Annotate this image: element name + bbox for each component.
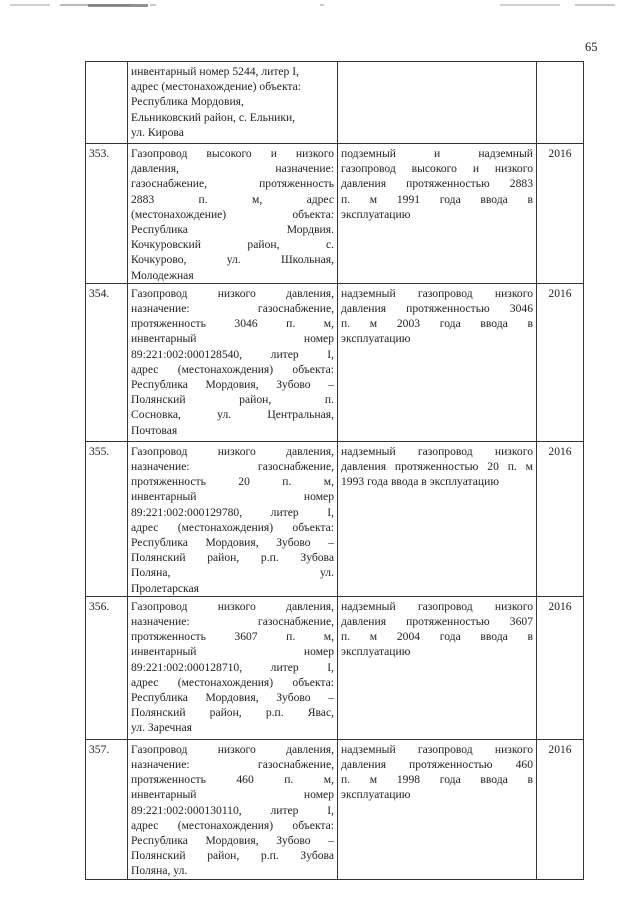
characteristics-line: эксплуатацию xyxy=(341,332,411,346)
description-line: Кочкуровский район, с. xyxy=(131,238,334,252)
description-line: Пролетарская xyxy=(131,581,199,595)
description-line: Молодежная xyxy=(131,268,194,282)
description-line: Сосновка, ул. Центральная, xyxy=(131,408,334,422)
description-line: Газопровод низкого давления, xyxy=(131,444,334,458)
year-cell xyxy=(537,144,584,284)
row-number: 354. xyxy=(89,286,110,300)
description-line: инвентарный номер xyxy=(131,490,334,504)
row-number: 353. xyxy=(89,147,110,160)
characteristics-line: газопровод высокого и низкого xyxy=(341,162,533,176)
characteristics-line: подземный и надземный xyxy=(341,147,533,160)
description-line: Почтовая xyxy=(131,423,178,437)
object-characteristics-cell xyxy=(338,739,537,879)
page-number: 65 xyxy=(585,40,598,54)
row-number-cell xyxy=(86,596,128,739)
description-line: 89:221:002:000130110, литер I, xyxy=(131,803,334,817)
description-line: назначение: газоснабжение, xyxy=(131,302,334,316)
object-characteristics-cell xyxy=(338,283,537,441)
description-line: Полянский район, р.п. Зубова xyxy=(131,849,334,863)
description-line: Республика Мордвия. xyxy=(131,223,334,237)
characteristics-line: надземный газопровод низкого xyxy=(341,286,533,300)
year-value: 2016 xyxy=(548,444,572,458)
object-description-cell xyxy=(128,441,338,596)
year-cell xyxy=(537,596,584,739)
characteristics-line: давления протяженностью 2883 xyxy=(341,177,533,191)
description-line: давления, назначение: xyxy=(131,162,334,176)
description-line: ул. Заречная xyxy=(131,721,192,735)
object-characteristics-cell xyxy=(338,62,537,144)
year-value: 2016 xyxy=(548,599,572,613)
description-line: Газопровод низкого давления, xyxy=(131,742,334,756)
table-row xyxy=(86,441,584,596)
description-line: Республика Мордовия, Зубово – xyxy=(131,691,334,705)
object-characteristics-cell xyxy=(338,144,537,284)
description-line: Полянский район, р.п. Явас, xyxy=(131,706,334,720)
object-description-cell xyxy=(128,739,338,879)
description-line: Кочкурово, ул. Школьная, xyxy=(131,253,334,267)
description-line: газоснабжение, протяженность xyxy=(131,177,334,191)
description-line: инвентарный номер xyxy=(131,645,334,659)
characteristics-line: п. м 2004 года ввода в xyxy=(341,630,533,644)
description-line: протяженность 3046 п. м, xyxy=(131,317,334,331)
description-line: назначение: газоснабжение, xyxy=(131,615,334,629)
description-line: 89:221:002:000129780, литер I, xyxy=(131,505,334,519)
characteristics-line: п. м 2003 года ввода в xyxy=(341,317,533,331)
description-line: Поляна, ул. xyxy=(131,864,188,878)
row-number-cell xyxy=(86,62,128,144)
description-line: Республика Мордовия, Зубово – xyxy=(131,378,334,392)
description-line: Полянский район, р.п. Зубова xyxy=(131,551,334,565)
characteristics-line: эксплуатацию xyxy=(341,207,411,221)
description-line: 89:221:002:000128710, литер I, xyxy=(131,660,334,674)
characteristics-line: давления протяженностью 20 п. м xyxy=(341,460,533,474)
description-line: адрес (местонахождения) объекта: xyxy=(131,362,334,376)
row-number-cell xyxy=(86,144,128,284)
property-registry-table xyxy=(85,61,584,880)
description-line: 89:221:002:000128540, литер I, xyxy=(131,347,334,361)
description-line: Полянский район, п. xyxy=(131,393,334,407)
characteristics-line: 1993 года ввода в эксплуатацию xyxy=(341,475,499,489)
row-number-cell xyxy=(86,441,128,596)
row-number: 357. xyxy=(89,742,110,756)
description-line: назначение: газоснабжение, xyxy=(131,460,334,474)
description-line: Республика Мордовия, Зубово – xyxy=(131,834,334,848)
row-number: 355. xyxy=(89,444,110,458)
description-line: Поляна, ул. xyxy=(131,566,334,580)
table-row xyxy=(86,62,584,144)
description-line: протяженность 3607 п. м, xyxy=(131,630,334,644)
characteristics-line: п. м 1991 года ввода в xyxy=(341,192,533,206)
description-line: адрес (местонахождения) объекта: xyxy=(131,675,334,689)
description-line: инвентарный номер xyxy=(131,332,334,346)
object-description-cell xyxy=(128,596,338,739)
description-line: протяженность 20 п. м, xyxy=(131,475,334,489)
year-cell xyxy=(537,441,584,596)
description-line: инвентарный номер 5244, литер I, xyxy=(131,65,300,78)
description-line: Республика Мордовия, Зубово – xyxy=(131,536,334,550)
description-line: Газопровод высокого и низкого xyxy=(131,147,334,160)
characteristics-line: надземный газопровод низкого xyxy=(341,599,533,613)
description-line: протяженность 460 п. м, xyxy=(131,773,334,787)
description-line: адрес (местонахождение) объекта: xyxy=(131,80,301,94)
description-line: Республика Мордовия, xyxy=(131,95,244,109)
characteristics-line: п. м 1998 года ввода в xyxy=(341,773,533,787)
description-line: адрес (местонахождения) объекта: xyxy=(131,818,334,832)
characteristics-line: эксплуатацию xyxy=(341,788,411,802)
year-value: 2016 xyxy=(548,286,572,300)
description-line: назначение: газоснабжение, xyxy=(131,758,334,772)
table-row xyxy=(86,596,584,739)
description-line: 2883 п. м, адрес xyxy=(131,192,334,206)
registry-table-body xyxy=(86,62,584,880)
object-description-cell xyxy=(128,144,338,284)
object-characteristics-cell xyxy=(338,441,537,596)
year-cell xyxy=(537,283,584,441)
description-line: Газопровод низкого давления, xyxy=(131,599,334,613)
description-line: адрес (местонахождения) объекта: xyxy=(131,520,334,534)
characteristics-line: давления протяженностью 3607 xyxy=(341,615,533,629)
description-line: Ельниковский район, с. Ельники, xyxy=(131,110,296,124)
characteristics-line: эксплуатацию xyxy=(341,645,411,659)
year-value: 2016 xyxy=(548,147,572,160)
characteristics-line: давления протяженностью 3046 xyxy=(341,302,533,316)
description-line: ул. Кирова xyxy=(131,125,184,139)
year-value: 2016 xyxy=(548,742,572,756)
description-line: (местонахождение) объекта: xyxy=(131,207,334,221)
year-cell xyxy=(537,62,584,144)
row-number-cell xyxy=(86,283,128,441)
table-row xyxy=(86,739,584,879)
characteristics-line: давления протяженностью 460 xyxy=(341,758,533,772)
characteristics-line: надземный газопровод низкого xyxy=(341,444,533,458)
description-line: инвентарный номер xyxy=(131,788,334,802)
object-description-cell xyxy=(128,62,338,144)
table-row xyxy=(86,144,584,284)
object-description-cell xyxy=(128,283,338,441)
row-number-cell xyxy=(86,739,128,879)
scan-artifact-strip xyxy=(0,0,640,14)
table-row xyxy=(86,283,584,441)
row-number: 356. xyxy=(89,599,110,613)
description-line: Газопровод низкого давления, xyxy=(131,286,334,300)
object-characteristics-cell xyxy=(338,596,537,739)
characteristics-line: надземный газопровод низкого xyxy=(341,742,533,756)
year-cell xyxy=(537,739,584,879)
